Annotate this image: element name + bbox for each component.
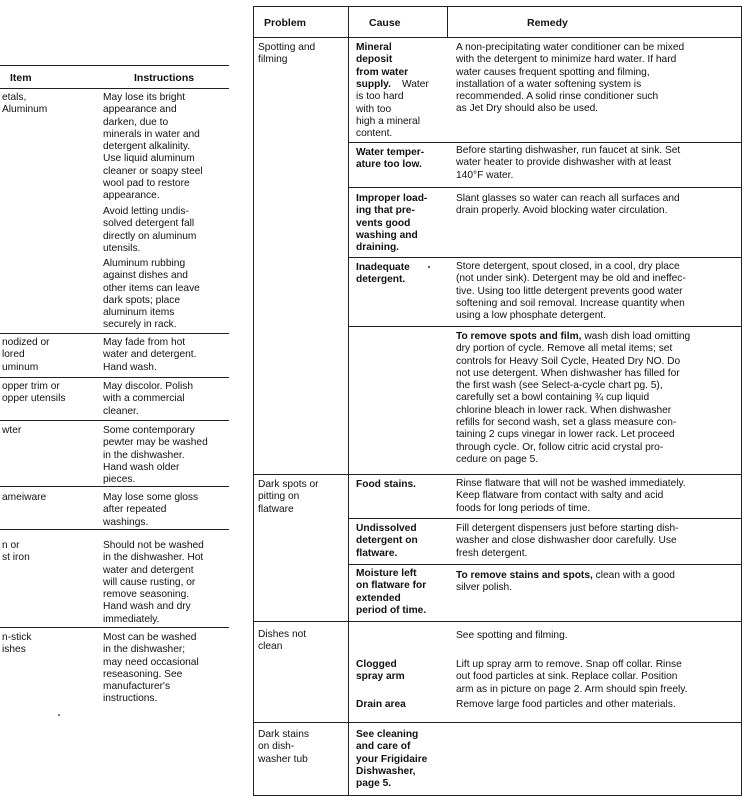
row-rule <box>349 187 741 188</box>
row-rule <box>349 257 741 258</box>
left-instr-anodized: May fade from hot water and detergent. Hand wash. <box>103 337 197 373</box>
right-table-left-rule <box>253 6 254 796</box>
left-header-instructions: Instructions <box>134 72 195 84</box>
left-instr-non-stick: Most can be washed in the dishwasher; may need occasional reseasoning. See manufacturer's instructions. <box>103 632 199 705</box>
row-rule <box>349 518 741 519</box>
cause-clogged-spray-arm: Clogged spray arm <box>356 659 405 683</box>
left-instr-metals-2: Avoid letting undis- solved detergent fall directly on aluminum utensils. <box>103 206 197 254</box>
left-row-rule <box>0 377 229 378</box>
right-table-bottom-rule <box>253 795 741 796</box>
left-row-rule <box>0 333 229 334</box>
row-rule <box>349 142 741 143</box>
remedy-improper-loading: Slant glasses so water can reach all surfaces and drain properly. Avoid blocking water circulation. <box>456 193 680 217</box>
left-item-anodized: nodized or lored uminum <box>2 337 50 373</box>
remedy-undissolved-detergent: Fill detergent dispensers just before starting dish- washer and close dishwasher door carefully. Use fresh detergent. <box>456 523 679 559</box>
header-problem: Problem <box>264 17 307 29</box>
cause-improper-loading: Improper load- ing that pre- vents good washing and draining. <box>356 193 428 254</box>
remedy-clogged-spray-arm: Lift up spray arm to remove. Snap off collar. Rinse out food particles at sink. Replace collar. Position arm as in picture on page 2. Arm should spin freely. <box>456 659 688 695</box>
header-cause: Cause <box>369 17 401 29</box>
problem-spotting: Spotting and filming <box>258 42 316 66</box>
row-rule <box>349 564 741 565</box>
remedy-water-conditioner: A non-precipitating water conditioner can be mixed with the detergent to minimize hard water. If hard water causes frequent spotting and filming, installation of a water softening system is recommended. A solid rinse conditioner such as Jet Dry should also be used. <box>456 42 685 115</box>
group-rule <box>253 722 741 723</box>
header-remedy: Remedy <box>527 17 568 29</box>
left-instr-metals-3: Aluminum rubbing against dishes and other items can leave dark spots; place aluminum items securely in rack. <box>103 258 200 331</box>
left-item-cast-iron: n or st iron <box>2 540 30 564</box>
problem-dishes-not-clean: Dishes not clean <box>258 629 307 653</box>
left-row-rule <box>0 529 229 530</box>
left-row-rule <box>0 627 229 628</box>
left-row-rule <box>0 420 229 421</box>
left-instr-copper: May discolor. Polish with a commercial cleaner. <box>103 381 194 417</box>
cause-undissolved-detergent: Undissolved detergent on flatware. <box>356 523 418 559</box>
remedy-inadequate-detergent: Store detergent, spout closed, in a cool, dry place (not under sink). Detergent may be old and ineffec- tive. Using too little detergent prevents good water softening and soil removal. Increase quantity when using a low phosphate detergent. <box>456 261 686 322</box>
problem-dark-stains-tub: Dark stains on dish- washer tub <box>258 729 309 765</box>
cause-food-stains: Food stains. <box>356 479 416 490</box>
cause-mineral-detail: Water is too hard with too high a mineral content. <box>356 79 429 140</box>
remedy-see-spotting: See spotting and filming. <box>456 630 568 641</box>
remedy-remove-spots-film-body: wash dish load omitting dry portion of cycle. Remove all metal items; set controls for Heavy Soil Cycle, Heated Dry NO. Do not use detergent. When dishwasher has filled for the first wash (see Select-a-cycle chart pg. 5), carefully set a bowl containing ¾ cup liquid chlorine bleach in lower rack. When dishwasher refills for second wash, set a glass measure con- taining 2 cups vinegar in lower rack. Let proceed through cycle. Or, follow citric acid crystal pro- cedure on page 5. <box>456 331 691 465</box>
left-item-non-stick: n-stick ishes <box>2 632 32 656</box>
remedy-food-stains: Rinse flatware that will not be washed immediately. Keep flatware from contact with salty and acid foods for long periods of time. <box>456 478 686 514</box>
left-item-pewter: wter <box>2 425 22 436</box>
cause-mineral-deposit: Mineral deposit from water supply. <box>356 42 409 90</box>
col-sep-problem-cause <box>348 6 349 796</box>
problem-dark-spots: Dark spots or pitting on flatware <box>258 479 319 515</box>
remedy-remove-stains-spots-body: clean with a good silver polish. <box>456 570 675 594</box>
remedy-drain-area: Remove large food particles and other materials. <box>456 699 676 710</box>
group-rule <box>253 474 741 475</box>
left-item-copper: opper trim or opper utensils <box>2 381 66 405</box>
left-header-item: Item <box>10 72 32 84</box>
cause-inadequate-detergent: Inadequate detergent. <box>356 262 410 286</box>
right-table-right-rule <box>741 6 742 796</box>
row-rule <box>349 326 741 327</box>
cause-see-cleaning-care: See cleaning and care of your Frigidaire Dishwasher, page 5. <box>356 729 428 790</box>
col-sep-cause-remedy <box>447 6 448 38</box>
left-item-flameware: ameiware <box>2 492 47 503</box>
remedy-remove-stains-spots-lead: To remove stains and spots, <box>456 570 593 581</box>
remedy-remove-spots-film-lead: To remove spots and film, <box>456 331 582 342</box>
remedy-water-temperature: Before starting dishwasher, run faucet at sink. Set water heater to provide dishwasher with at least 140°F water. <box>456 145 681 181</box>
left-header-rule <box>0 88 229 89</box>
left-instr-pewter: Some contemporary pewter may be washed in the dishwasher. Hand wash older pieces. <box>103 425 208 486</box>
scan-speck <box>428 266 430 268</box>
left-instr-metals-1: May lose its bright appearance and darken, due to minerals in water and detergent alkalinity. Use liquid aluminum cleaner or soapy steel wool pad to restore appearance. <box>103 92 203 202</box>
left-instr-flameware: May lose some gloss after repeated washings. <box>103 492 199 528</box>
group-rule <box>253 621 741 622</box>
cause-drain-area: Drain area <box>356 699 406 710</box>
left-row-rule <box>0 486 229 487</box>
left-item-metals: etals, Aluminum <box>2 92 48 116</box>
left-table-top-rule <box>0 65 229 66</box>
scan-speck <box>58 714 60 716</box>
cause-moisture-left: Moisture left on flatware for extended period of time. <box>356 568 427 616</box>
remedy-remove-stains-spots <box>456 570 675 595</box>
header-rule <box>253 37 741 38</box>
cause-water-temperature: Water temper- ature too low. <box>356 147 425 171</box>
right-table-top-rule <box>253 6 741 7</box>
left-instr-cast-iron: Should not be washed in the dishwasher. Hot water and detergent will cause rusting, or remove seasoning. Hand wash and dry immediately. <box>103 540 204 625</box>
remedy-remove-spots-film <box>456 331 690 466</box>
